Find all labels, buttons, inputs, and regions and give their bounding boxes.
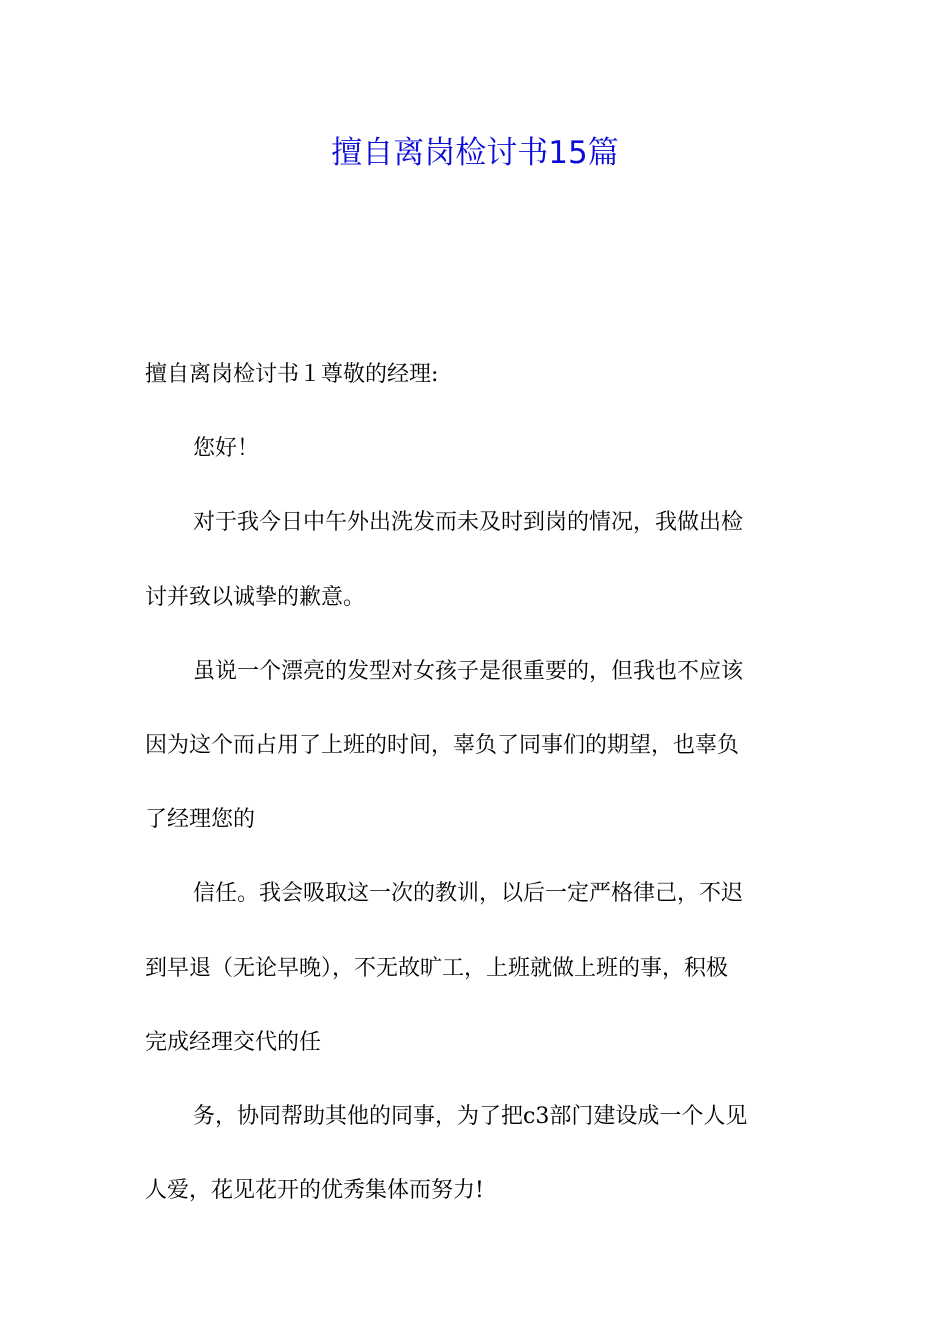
body-line-heading: 擅自离岗检讨书１尊敬的经理: xyxy=(145,362,439,387)
body-line-greeting: 您好！ xyxy=(193,436,260,462)
body-line-paragraph-4-end: 人爱，花见花开的优秀集体而努力! xyxy=(145,1178,484,1204)
body-line-paragraph-3-start: 信任。我会吸取这一次的教训，以后一定严格律己，不迟 xyxy=(193,881,744,907)
body-line-paragraph-3-end: 完成经理交代的任 xyxy=(145,1029,322,1055)
body-line-paragraph-2-middle: 因为这个而占用了上班的时间，辜负了同事们的期望，也辜负 xyxy=(145,733,740,759)
body-line-paragraph-4-start: 务，协同帮助其他的同事，为了把c3部门建设成一个人见 xyxy=(193,1104,748,1130)
body-line-paragraph-3-middle: 到早退（无论早晚），不无故旷工，上班就做上班的事，积极 xyxy=(145,955,729,981)
body-line-paragraph-2-end: 了经理您的 xyxy=(145,807,256,833)
body-line-paragraph-2-start: 虽说一个漂亮的发型对女孩子是很重要的，但我也不应该 xyxy=(193,658,744,684)
document-body xyxy=(145,338,810,1228)
body-line-paragraph-1-start: 对于我今日中午外出洗发而未及时到岗的情况，我做出检 xyxy=(193,510,744,536)
document-title: 擅自离岗检讨书15篇 xyxy=(331,135,619,171)
body-line-paragraph-1-end: 讨并致以诚挚的歉意。 xyxy=(145,584,366,610)
